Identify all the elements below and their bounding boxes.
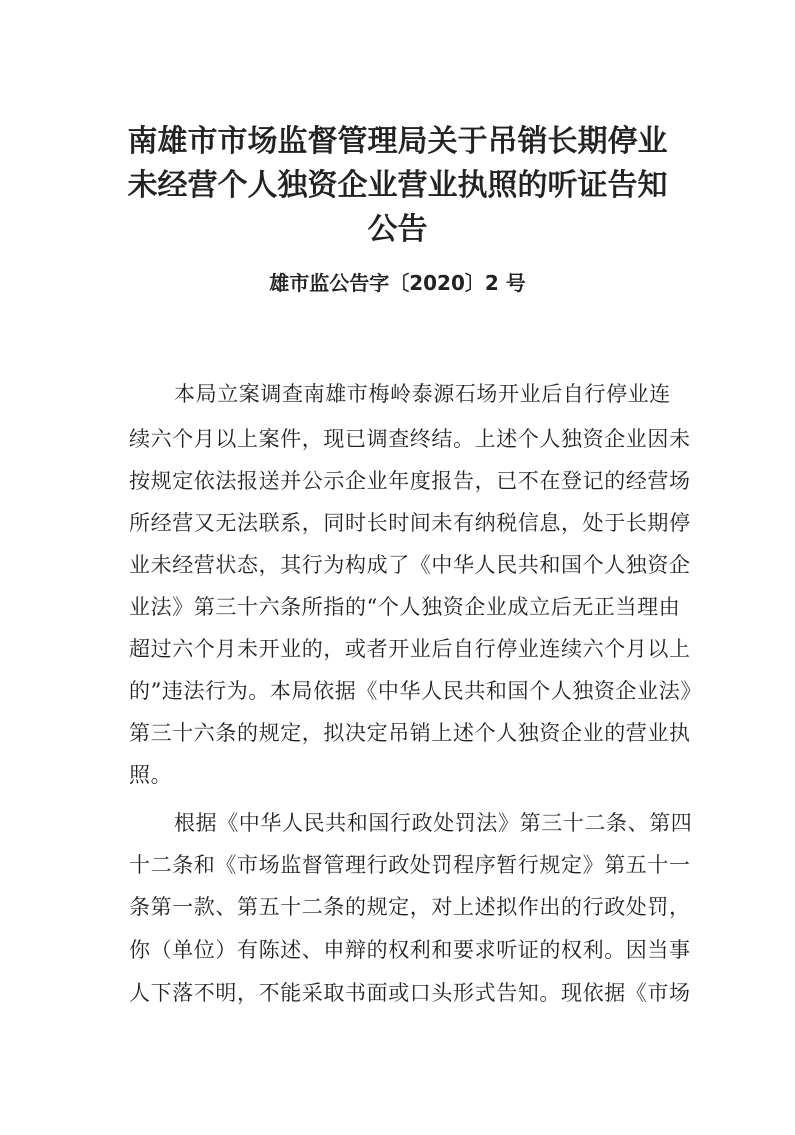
paragraph-line: 按规定依法报送并公示企业年度报告，已不在登记的经营场	[129, 469, 691, 493]
paragraph-line: 十二条和《市场监督管理行政处罚程序暂行规定》第五十一	[129, 853, 691, 877]
title-line-3: 公告	[367, 212, 428, 247]
paragraph-line: 根据《中华人民共和国行政处罚法》第三十二条、第四	[174, 811, 693, 835]
paragraph-line: 所经营又无法联系，同时长时间未有纳税信息，处于长期停	[129, 511, 691, 535]
title-line-2: 未经营个人独资企业营业执照的听证告知	[127, 168, 668, 203]
paragraph-line: 的”违法行为。本局依据《中华人民共和国个人独资企业法》	[129, 679, 702, 703]
paragraph-line: 人下落不明，不能采取书面或口头形式告知。现依据《市场	[129, 981, 691, 1005]
paragraph-line: 照。	[129, 763, 173, 787]
paragraph-line: 你（单位）有陈述、申辩的权利和要求听证的权利。因当事	[129, 938, 691, 962]
paragraph-line: 业未经营状态，其行为构成了《中华人民共和国个人独资企	[129, 553, 691, 577]
title-line-1: 南雄市市场监督管理局关于吊销长期停业	[127, 124, 668, 159]
document-title	[100, 120, 695, 252]
paragraph-line: 第三十六条的规定，拟决定吊销上述个人独资企业的营业执	[129, 721, 691, 745]
paragraph-line: 本局立案调查南雄市梅岭泰源石场开业后自行停业连	[174, 382, 671, 406]
paragraph-line: 业法》第三十六条所指的“个人独资企业成立后无正当理由	[129, 595, 681, 619]
paragraph-line: 条第一款、第五十二条的规定，对上述拟作出的行政处罚，	[129, 895, 691, 919]
paragraph-line: 续六个月以上案件，现已调查终结。上述个人独资企业因未	[129, 427, 691, 451]
paragraph-line: 超过六个月未开业的，或者开业后自行停业连续六个月以上	[129, 637, 691, 661]
document-number: 雄市监公告字〔2020〕2 号	[269, 271, 526, 295]
